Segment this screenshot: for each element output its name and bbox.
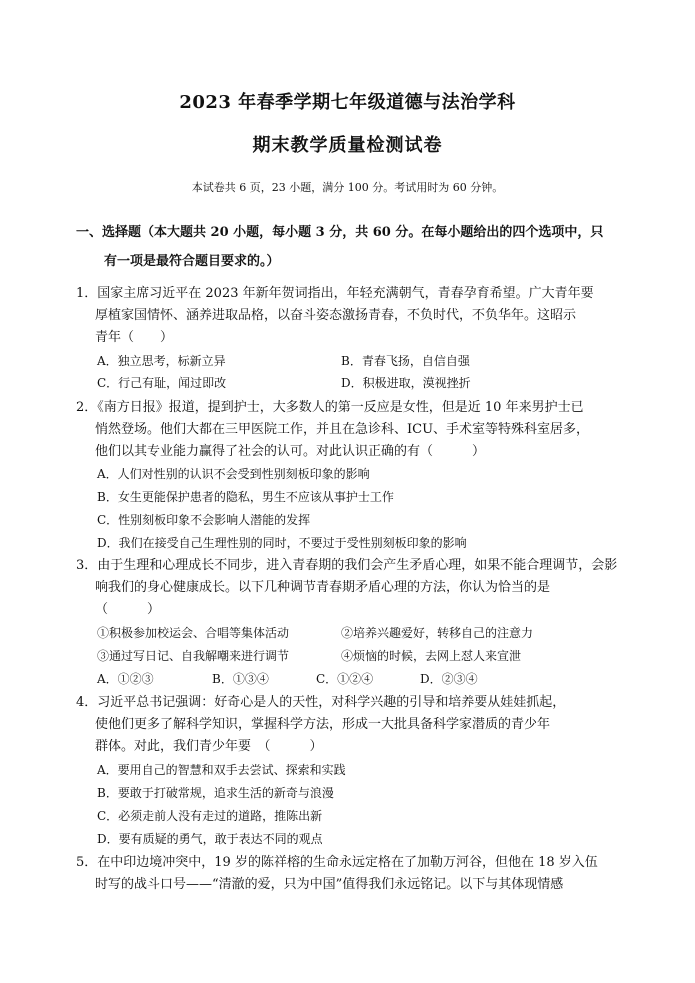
question-3-line: 响我们的身心健康成长。以下几种调节青春期矛盾心理的方法，你认为恰当的是 bbox=[95, 580, 551, 595]
question-4-line: 群体。对此，我们青少年要 （ ） bbox=[95, 739, 323, 754]
question-3-item: ①积极参加校运会、合唱等集体活动 bbox=[97, 626, 290, 640]
question-2-option-a: A．人们对性别的认识不会受到性别刻板印象的影响 bbox=[97, 467, 370, 481]
exam-note: 本试卷共 6 页，23 小题，满分 100 分。考试用时为 60 分钟。 bbox=[191, 181, 504, 194]
question-2-option-c: C．性别刻板印象不会影响人潜能的发挥 bbox=[97, 513, 311, 527]
question-3-option-a: A．①②③ bbox=[97, 672, 154, 686]
question-1-option-b: B．青春飞扬，自信自强 bbox=[341, 354, 470, 368]
question-3-line: 3．由于生理和心理成长不同步，进入青春期的我们会产生矛盾心理，如果不能合理调节，会影 bbox=[76, 558, 618, 573]
question-3-item: ③通过写日记、自我解嘲来进行调节 bbox=[97, 649, 290, 663]
question-3-item: ②培养兴趣爱好，转移自己的注意力 bbox=[341, 626, 534, 640]
question-3-line: （ ） bbox=[95, 602, 161, 617]
question-3-option-d: D．②③④ bbox=[420, 672, 478, 686]
exam-title: 2023 年春季学期七年级道德与法治学科 bbox=[179, 92, 516, 113]
section-heading-cont: 有一项是最符合题目要求的。） bbox=[104, 254, 280, 269]
question-2-option-b: B．女生更能保护患者的隐私，男生不应该从事护士工作 bbox=[97, 490, 394, 504]
question-1-option-a: A．独立思考，标新立异 bbox=[97, 354, 226, 368]
question-1-line: 1．国家主席习近平在 2023 年新年贺词指出，年轻充满朝气，青春孕育希望。广大青年要 bbox=[76, 286, 594, 301]
question-3-item: ④烦恼的时候，去网上怼人来宣泄 bbox=[341, 649, 522, 663]
question-4-option-b: B．要敢于打破常规，追求生活的新奇与浪漫 bbox=[97, 786, 334, 800]
question-5-line: 时写的战斗口号——“清澈的爱，只为中国”值得我们永远铭记。以下与其体现情感 bbox=[95, 877, 564, 892]
question-2-option-d: D．我们在接受自己生理性别的同时，不要过于受性别刻板印象的影响 bbox=[97, 536, 467, 550]
question-1-option-d: D．积极进取，漠视挫折 bbox=[341, 376, 471, 390]
question-4-option-c: C．必须走前人没有走过的道路，推陈出新 bbox=[97, 809, 323, 823]
section-heading: 一、选择题（本大题共 20 小题，每小题 3 分，共 60 分。在每小题给出的四个选项中，只 bbox=[76, 225, 604, 240]
exam-subtitle: 期末教学质量检测试卷 bbox=[252, 135, 443, 156]
question-4-option-a: A．要用自己的智慧和双手去尝试、探索和实践 bbox=[97, 763, 346, 777]
question-2-line: 2．《南方日报》报道，提到护士，大多数人的第一反应是女性，但是近 10 年来男护士已 bbox=[76, 400, 584, 415]
question-4-line: 使他们更多了解科学知识，掌握科学方法，形成一大批具备科学家潜质的青少年 bbox=[95, 717, 551, 732]
question-1-option-c: C．行己有耻，闻过即改 bbox=[97, 376, 227, 390]
question-3-option-c: C．①②④ bbox=[316, 672, 374, 686]
question-3-option-b: B．①③④ bbox=[212, 672, 269, 686]
question-1-line: 厚植家国情怀、涵养进取品格，以奋斗姿态激扬青春，不负时代，不负华年。这昭示 bbox=[95, 308, 577, 323]
question-2-line: 悄然登场。他们大都在三甲医院工作，并且在急诊科、ICU、手术室等特殊科室居多， bbox=[95, 422, 590, 437]
question-5-line: 5．在中印边境冲突中，19 岁的陈祥榕的生命永远定格在了加勒万河谷，但他在 18 岁入伍 bbox=[76, 855, 598, 870]
question-2-line: 他们以其专业能力赢得了社会的认可。对此认识正确的有（ ） bbox=[95, 444, 486, 459]
question-4-option-d: D．要有质疑的勇气，敢于表达不同的观点 bbox=[97, 832, 323, 846]
question-4-line: 4．习近平总书记强调：好奇心是人的天性，对科学兴趣的引导和培养要从娃娃抓起， bbox=[76, 695, 566, 710]
question-1-line: 青年（ ） bbox=[95, 330, 174, 345]
